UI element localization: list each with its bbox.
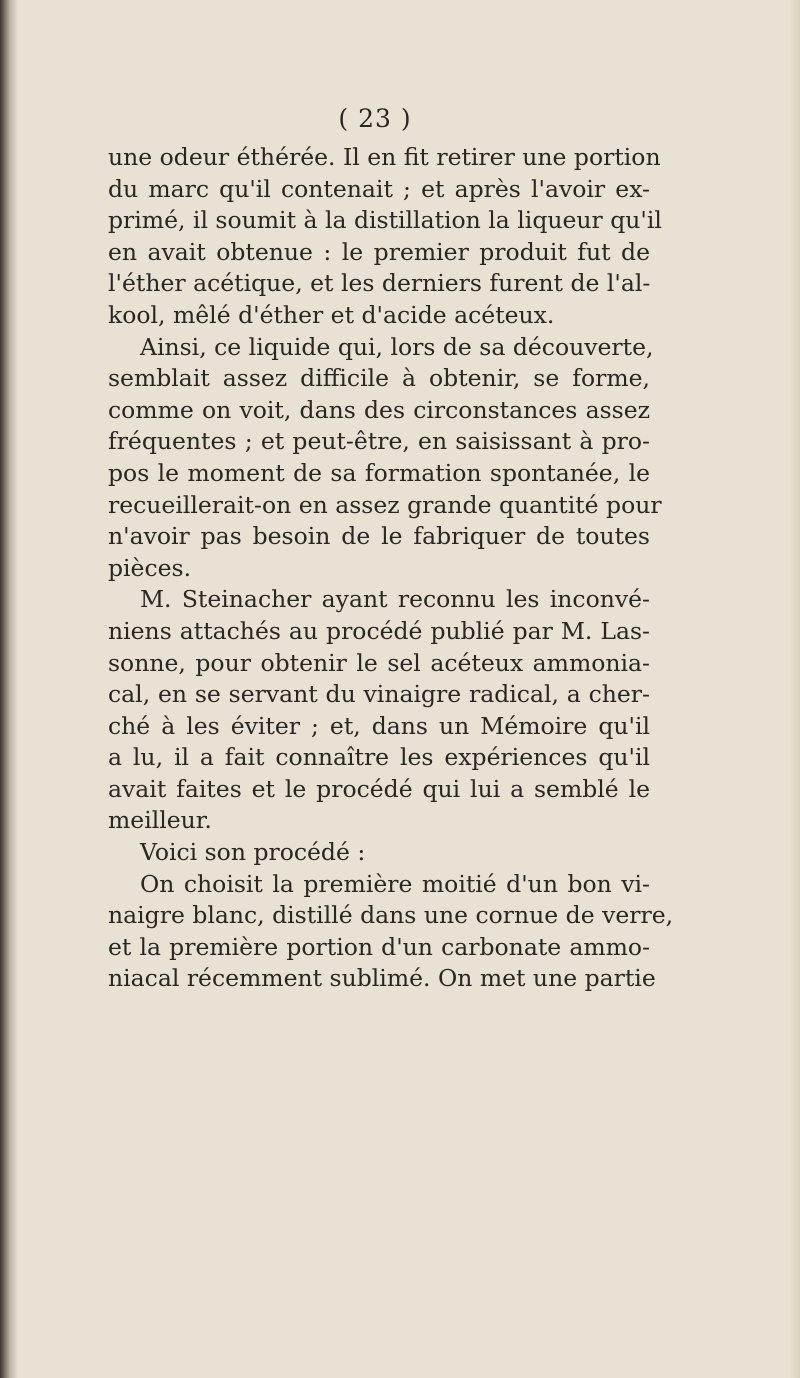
text-line: a lu, il a fait connaître les expériences qu'il [108,743,650,772]
text-line: en avait obtenue : le premier produit fut de [108,237,650,266]
text-line: meilleur. [108,806,212,835]
paragraph [108,869,674,995]
text-line: ché à les éviter ; et, dans un Mémoire qu'il [108,711,650,740]
text-line: Voici son procédé : [140,838,366,867]
text-line: kool, mêlé d'éther et d'acide acéteux. [108,300,555,329]
text-line: du marc qu'il contenait ; et après l'avoir ex- [108,174,650,203]
paragraph [108,837,650,869]
text-line: niens attachés au procédé publié par M. Las- [108,616,650,645]
book-binding-shadow [0,0,18,1378]
paragraph [108,332,662,585]
text-line: On choisit la première moitié d'un bon vi- [140,869,650,898]
text-line: n'avoir pas besoin de le fabriquer de toutes [108,522,650,551]
page-number: ( 23 ) [338,104,412,133]
text-line: l'éther acétique, et les derniers furent de l'al- [108,269,651,298]
text-line: sonne, pour obtenir le sel acéteux ammonia- [108,648,650,677]
paragraph [108,584,650,837]
page-edge [790,0,800,1378]
text-line: primé, il soumit à la distillation la liqueur qu'il [108,206,662,235]
text-line: comme on voit, dans des circonstances assez [108,395,650,424]
text-line: M. Steinacher ayant reconnu les inconvé- [140,585,650,614]
text-line: Ainsi, ce liquide qui, lors de sa découverte, [140,332,654,361]
body-text [108,142,674,995]
text-line: pos le moment de sa formation spontanée, le [108,458,650,487]
text-line: une odeur éthérée. Il en fit retirer une portion [108,143,661,171]
text-line: avait faites et le procédé qui lui a semblé le [108,774,650,803]
text-line: semblait assez difficile à obtenir, se forme, [108,364,650,393]
text-line: naigre blanc, distillé dans une cornue de verre, [108,901,674,930]
text-line: fréquentes ; et peut-être, en saisissant à pro- [108,427,650,456]
text-line: pièces. [108,553,192,582]
text-line: recueillerait-on en assez grande quantité pour [108,490,662,519]
paragraph [108,142,662,332]
text-line: niacal récemment sublimé. On met une partie [108,964,656,993]
text-line: et la première portion d'un carbonate ammo- [108,932,650,961]
text-line: cal, en se servant du vinaigre radical, a cher- [108,680,650,709]
